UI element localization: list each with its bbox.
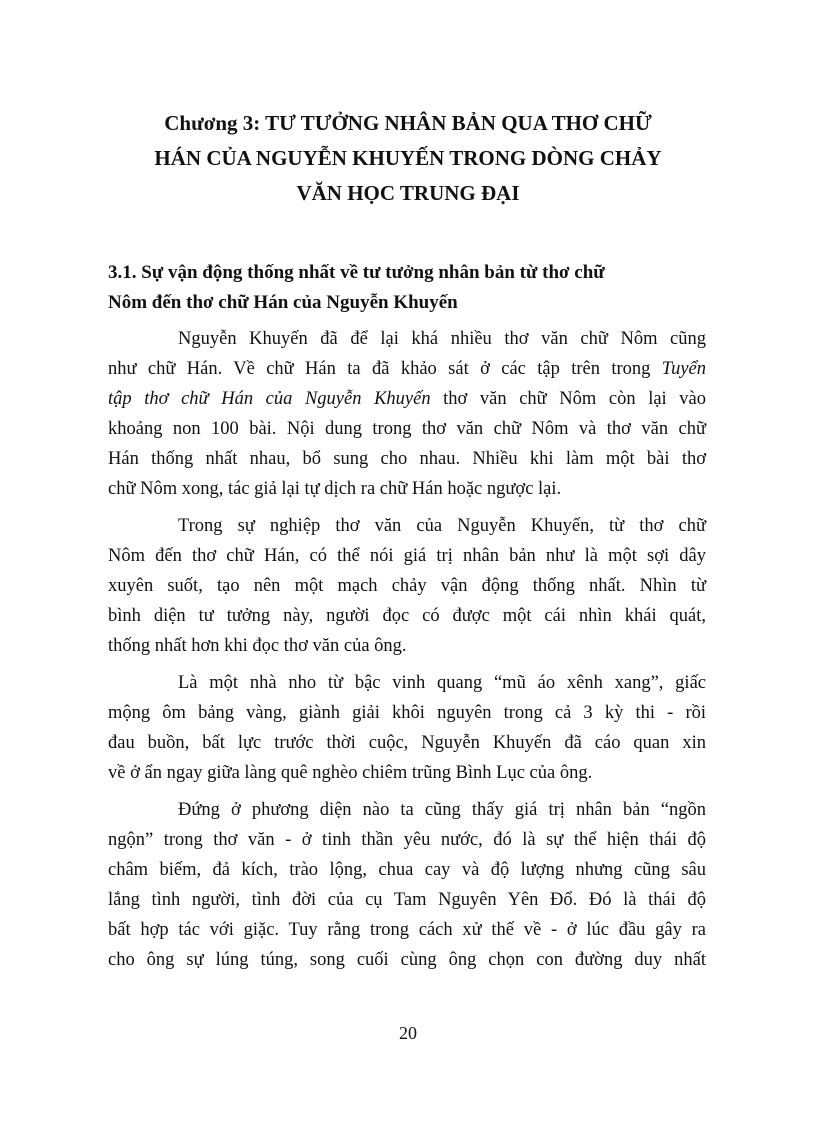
section-heading — [108, 258, 712, 318]
text-line: thống nhất hơn khi đọc thơ văn của ông. — [108, 636, 407, 656]
chapter-title-line: HÁN CỦA NGUYỄN KHUYẾN TRONG DÒNG CHẢY — [154, 146, 662, 170]
text-line: về ở ẩn ngay giữa làng quê nghèo chiêm trũng Bình Lục của ông. — [108, 763, 593, 783]
text-line: ngộn” trong thơ văn - ở tinh thần yêu nước, đó là sự thể hiện thái độ — [108, 830, 706, 850]
text-line: bất hợp tác với giặc. Tuy rằng trong cách xử thế về - ở lúc đầu gây ra — [108, 920, 706, 940]
section-heading-line: Nôm đến thơ chữ Hán của Nguyễn Khuyến — [108, 292, 458, 313]
text-line: Là một nhà nho từ bậc vinh quang “mũ áo xênh xang”, giấc — [178, 673, 706, 693]
text-line: xuyên suốt, tạo nên một mạch chảy vận động thống nhất. Nhìn từ — [108, 576, 706, 596]
text-line: Hán thống nhất nhau, bổ sung cho nhau. Nhiều khi làm một bài thơ — [108, 449, 706, 469]
paragraph — [108, 795, 706, 975]
chapter-title-line: VĂN HỌC TRUNG ĐẠI — [296, 181, 520, 205]
text-line: Đứng ở phương diện nào ta cũng thấy giá trị nhân bản “ngồn — [178, 800, 706, 820]
page-number: 20 — [399, 1023, 417, 1043]
paragraph — [108, 668, 706, 788]
text-line: bình diện tư tưởng này, người đọc có được một cái nhìn khái quát, — [108, 606, 706, 626]
chapter-title — [110, 106, 706, 211]
text-line: cho ông sự lúng túng, song cuối cùng ông chọn con đường duy nhất — [108, 950, 706, 970]
text-line: Nguyễn Khuyến đã để lại khá nhiều thơ văn chữ Nôm cũng — [178, 329, 706, 349]
text-line — [108, 354, 706, 384]
text-run: như chữ Hán. Về chữ Hán ta đã khảo sát ở các tập trên trong — [108, 359, 651, 379]
paragraph — [108, 324, 706, 504]
text-line: lắng tình người, tình đời của cụ Tam Nguyên Yên Đổ. Đó là thái độ — [108, 890, 706, 910]
italic-run: tập thơ chữ Hán của Nguyễn Khuyến — [108, 389, 431, 409]
section-heading-line: 3.1. Sự vận động thống nhất về tư tưởng nhân bản từ thơ chữ — [108, 262, 605, 283]
text-line: khoảng non 100 bài. Nội dung trong thơ văn chữ Nôm và thơ văn chữ — [108, 419, 706, 439]
text-line: Trong sự nghiệp thơ văn của Nguyễn Khuyến, từ thơ chữ — [178, 516, 706, 536]
paragraph — [108, 511, 706, 661]
text-run: thơ văn chữ Nôm còn lại vào — [430, 389, 706, 409]
text-line — [108, 384, 706, 414]
text-line: châm biếm, đả kích, trào lộng, chua cay và độ lượng nhưng cũng sâu — [108, 860, 706, 880]
body-text — [108, 324, 706, 982]
italic-run: Tuyển — [661, 359, 706, 379]
text-line: đau buồn, bất lực trước thời cuộc, Nguyễn Khuyến đã cáo quan xin — [108, 733, 706, 753]
chapter-title-line: Chương 3: TƯ TƯỞNG NHÂN BẢN QUA THƠ CHỮ — [164, 111, 652, 135]
text-line: mộng ôm bảng vàng, giành giải khôi nguyên trong cả 3 kỳ thi - rồi — [108, 703, 706, 723]
text-line: Nôm đến thơ chữ Hán, có thể nói giá trị nhân bản như là một sợi dây — [108, 546, 706, 566]
text-line: chữ Nôm xong, tác giả lại tự dịch ra chữ Hán hoặc ngược lại. — [108, 479, 562, 499]
